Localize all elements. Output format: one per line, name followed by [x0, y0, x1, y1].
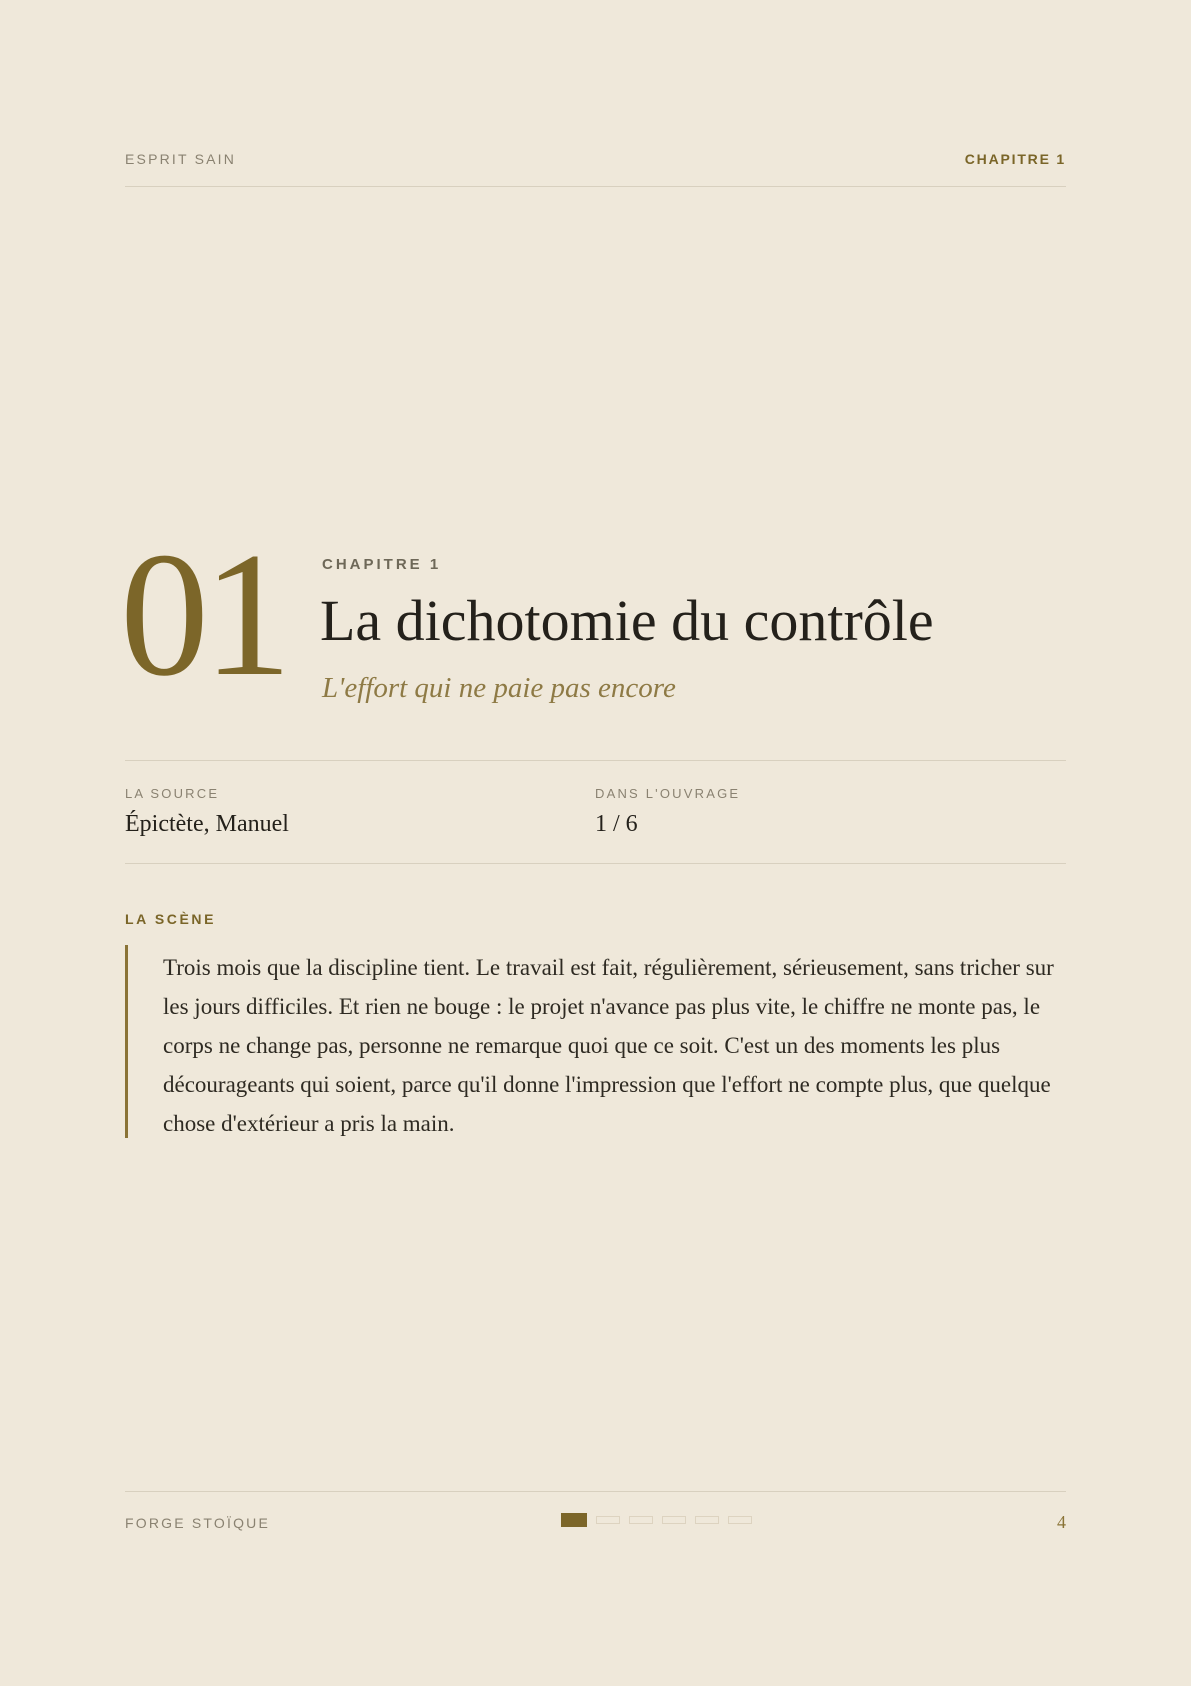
progress-dot — [629, 1516, 653, 1524]
page-header — [125, 151, 1066, 187]
progress-dot — [728, 1516, 752, 1524]
source-block — [125, 786, 289, 838]
progress-dot — [596, 1516, 620, 1524]
header-brand: ESPRIT SAIN — [125, 151, 237, 167]
position-label: DANS L'OUVRAGE — [595, 786, 741, 801]
position-block — [595, 786, 740, 838]
scene-label: LA SCÈNE — [125, 911, 217, 927]
meta-section — [125, 760, 1066, 864]
scene-text: Trois mois que la discipline tient. Le travail est fait, régulièrement, sérieusement, sans tricher sur les jours difficiles. Et rien ne bouge : le projet n'avance pas plus vite, le chiffre ne monte pas, le corps ne change pas, personne ne remarque quoi que ce soit. C'est un des moments les plus décourageants qui soient, parce qu'il donne l'impression que l'effort ne compte plus, que quelque chose d'extérieur a pris la main. — [163, 955, 1054, 1136]
chapter-eyebrow: CHAPITRE 1 — [322, 556, 442, 573]
chapter-number: 01 — [120, 515, 286, 713]
page-footer — [125, 1491, 1066, 1552]
progress-dot-active — [561, 1513, 587, 1527]
page-number: 4 — [1057, 1512, 1066, 1532]
progress-indicator — [561, 1516, 752, 1527]
footer-brand: FORGE STOÏQUE — [125, 1515, 271, 1531]
progress-dot — [662, 1516, 686, 1524]
chapter-subtitle: L'effort qui ne paie pas encore — [322, 672, 676, 704]
source-value: Épictète, Manuel — [125, 811, 289, 837]
chapter-title: La dichotomie du contrôle — [320, 588, 934, 653]
scene-quote — [125, 945, 1068, 1138]
position-value: 1 / 6 — [595, 811, 638, 837]
header-chapter: CHAPITRE 1 — [964, 151, 1066, 167]
progress-dot — [695, 1516, 719, 1524]
source-label: LA SOURCE — [125, 786, 220, 801]
